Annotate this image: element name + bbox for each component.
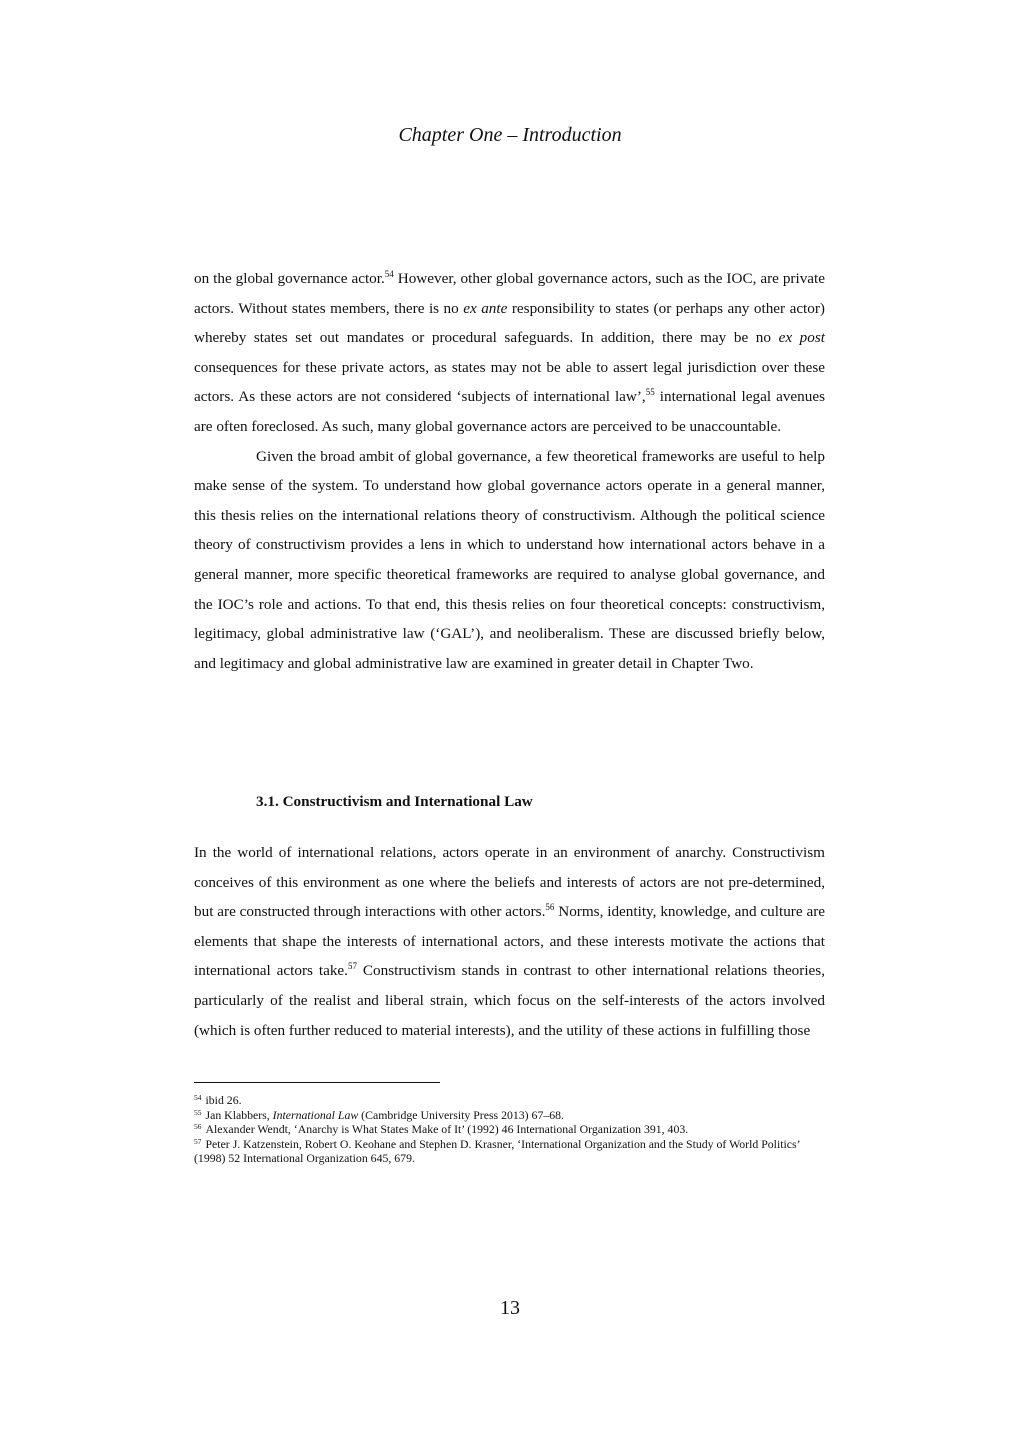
footnote-ref-55: 55 <box>645 387 655 398</box>
footnote-54 <box>194 1093 825 1108</box>
footnote-text: Jan Klabbers, <box>205 1107 273 1122</box>
footnotes <box>194 1093 825 1166</box>
paragraph-1-emphasis-ex-ante: ex ante <box>463 299 508 317</box>
paragraph-1 <box>194 264 825 442</box>
paragraph-1-emphasis-ex-post: ex post <box>778 329 825 347</box>
footnote-text: Peter J. Katzenstein, Robert O. Keohane and Stephen D. Krasner, ‘International Organization and the Study of World Politics’ (1998) 52 International Organization 645, 679. <box>194 1136 800 1166</box>
running-header: Chapter One – Introduction <box>398 124 622 146</box>
footnote-ref-56: 56 <box>545 902 555 913</box>
paragraph-1-text-b: However, other global governance actors, such as the IOC, are private actors. Without states members, there is no <box>194 270 825 317</box>
paragraph-3-text-a: In the world of international relations, actors operate in an environment of anarchy. Constructivism conceives of this environment as one where the beliefs and interests of actors are not pre-determined, but are constructed through interactions with other actors. <box>194 844 825 921</box>
footnote-text: (Cambridge University Press 2013) 67–68. <box>358 1107 564 1122</box>
footnote-number: 56 <box>194 1122 202 1132</box>
footnote-text: ibid 26. <box>205 1093 242 1107</box>
footnote-number: 55 <box>194 1107 202 1117</box>
footnote-number: 57 <box>194 1136 202 1146</box>
paragraph-1-text-c: responsibility to states (or perhaps any other actor) whereby states set out mandates or procedural safeguards. In addition, there may be no <box>194 299 825 347</box>
footnote-separator <box>194 1082 440 1083</box>
footnote-ref-54: 54 <box>384 269 394 279</box>
footnote-number: 54 <box>194 1093 202 1102</box>
paragraph-1-text-e: international legal avenues are often foreclosed. As such, many global governance actors are perceived to be unaccountable. <box>194 388 825 435</box>
footnote-text: Alexander Wendt, ‘Anarchy is What States Make of It’ (1992) 46 International Organization 391, 403. <box>205 1122 689 1137</box>
paragraph-3 <box>194 838 825 1045</box>
paragraph-1-text-d: consequences for these private actors, as states may not be able to assert legal jurisdiction over these actors. As these actors are not considered ‘subjects of international law’, <box>194 358 825 406</box>
paragraph-1-text-a: on the global governance actor. <box>194 270 385 287</box>
footnote-ref-57: 57 <box>347 961 357 972</box>
footnote-title: International Law <box>272 1107 359 1122</box>
paragraph-2: Given the broad ambit of global governance, a few theoretical frameworks are useful to help make sense of the system. To understand how global governance actors operate in a general manner, this thesis relies on the international relations theory of constructivism. Although the political science theory of constructivism provides a lens in which to understand how international actors behave in a general manner, more specific theoretical frameworks are required to analyse global governance, and the IOC’s role and actions. To that end, this thesis relies on four theoretical concepts: constructivism, legitimacy, global administrative law (‘GAL’), and neoliberalism. These are discussed briefly below, and legitimacy and global administrative law are examined in greater detail in Chapter Two. <box>194 447 825 672</box>
body-text-lower <box>194 838 825 1045</box>
paragraph-3-text-b: Norms, identity, knowledge, and culture are elements that shape the interests of international actors, and these interests motivate the actions that international actors take. <box>194 903 825 980</box>
footnote-55 <box>194 1108 825 1123</box>
paragraph-3-text-c: Constructivism stands in contrast to other international relations theories, particularly of the realist and liberal strain, which focus on the self-interests of the actors involved (which is often further reduced to material interests), and the utility of these actions in fulfilling those <box>194 962 825 1039</box>
section-heading: 3.1. Constructivism and International Law <box>256 793 533 810</box>
footnote-56 <box>194 1122 825 1137</box>
body-text-upper <box>194 264 825 678</box>
footnote-57 <box>194 1137 825 1166</box>
page-number: 13 <box>500 1297 520 1319</box>
